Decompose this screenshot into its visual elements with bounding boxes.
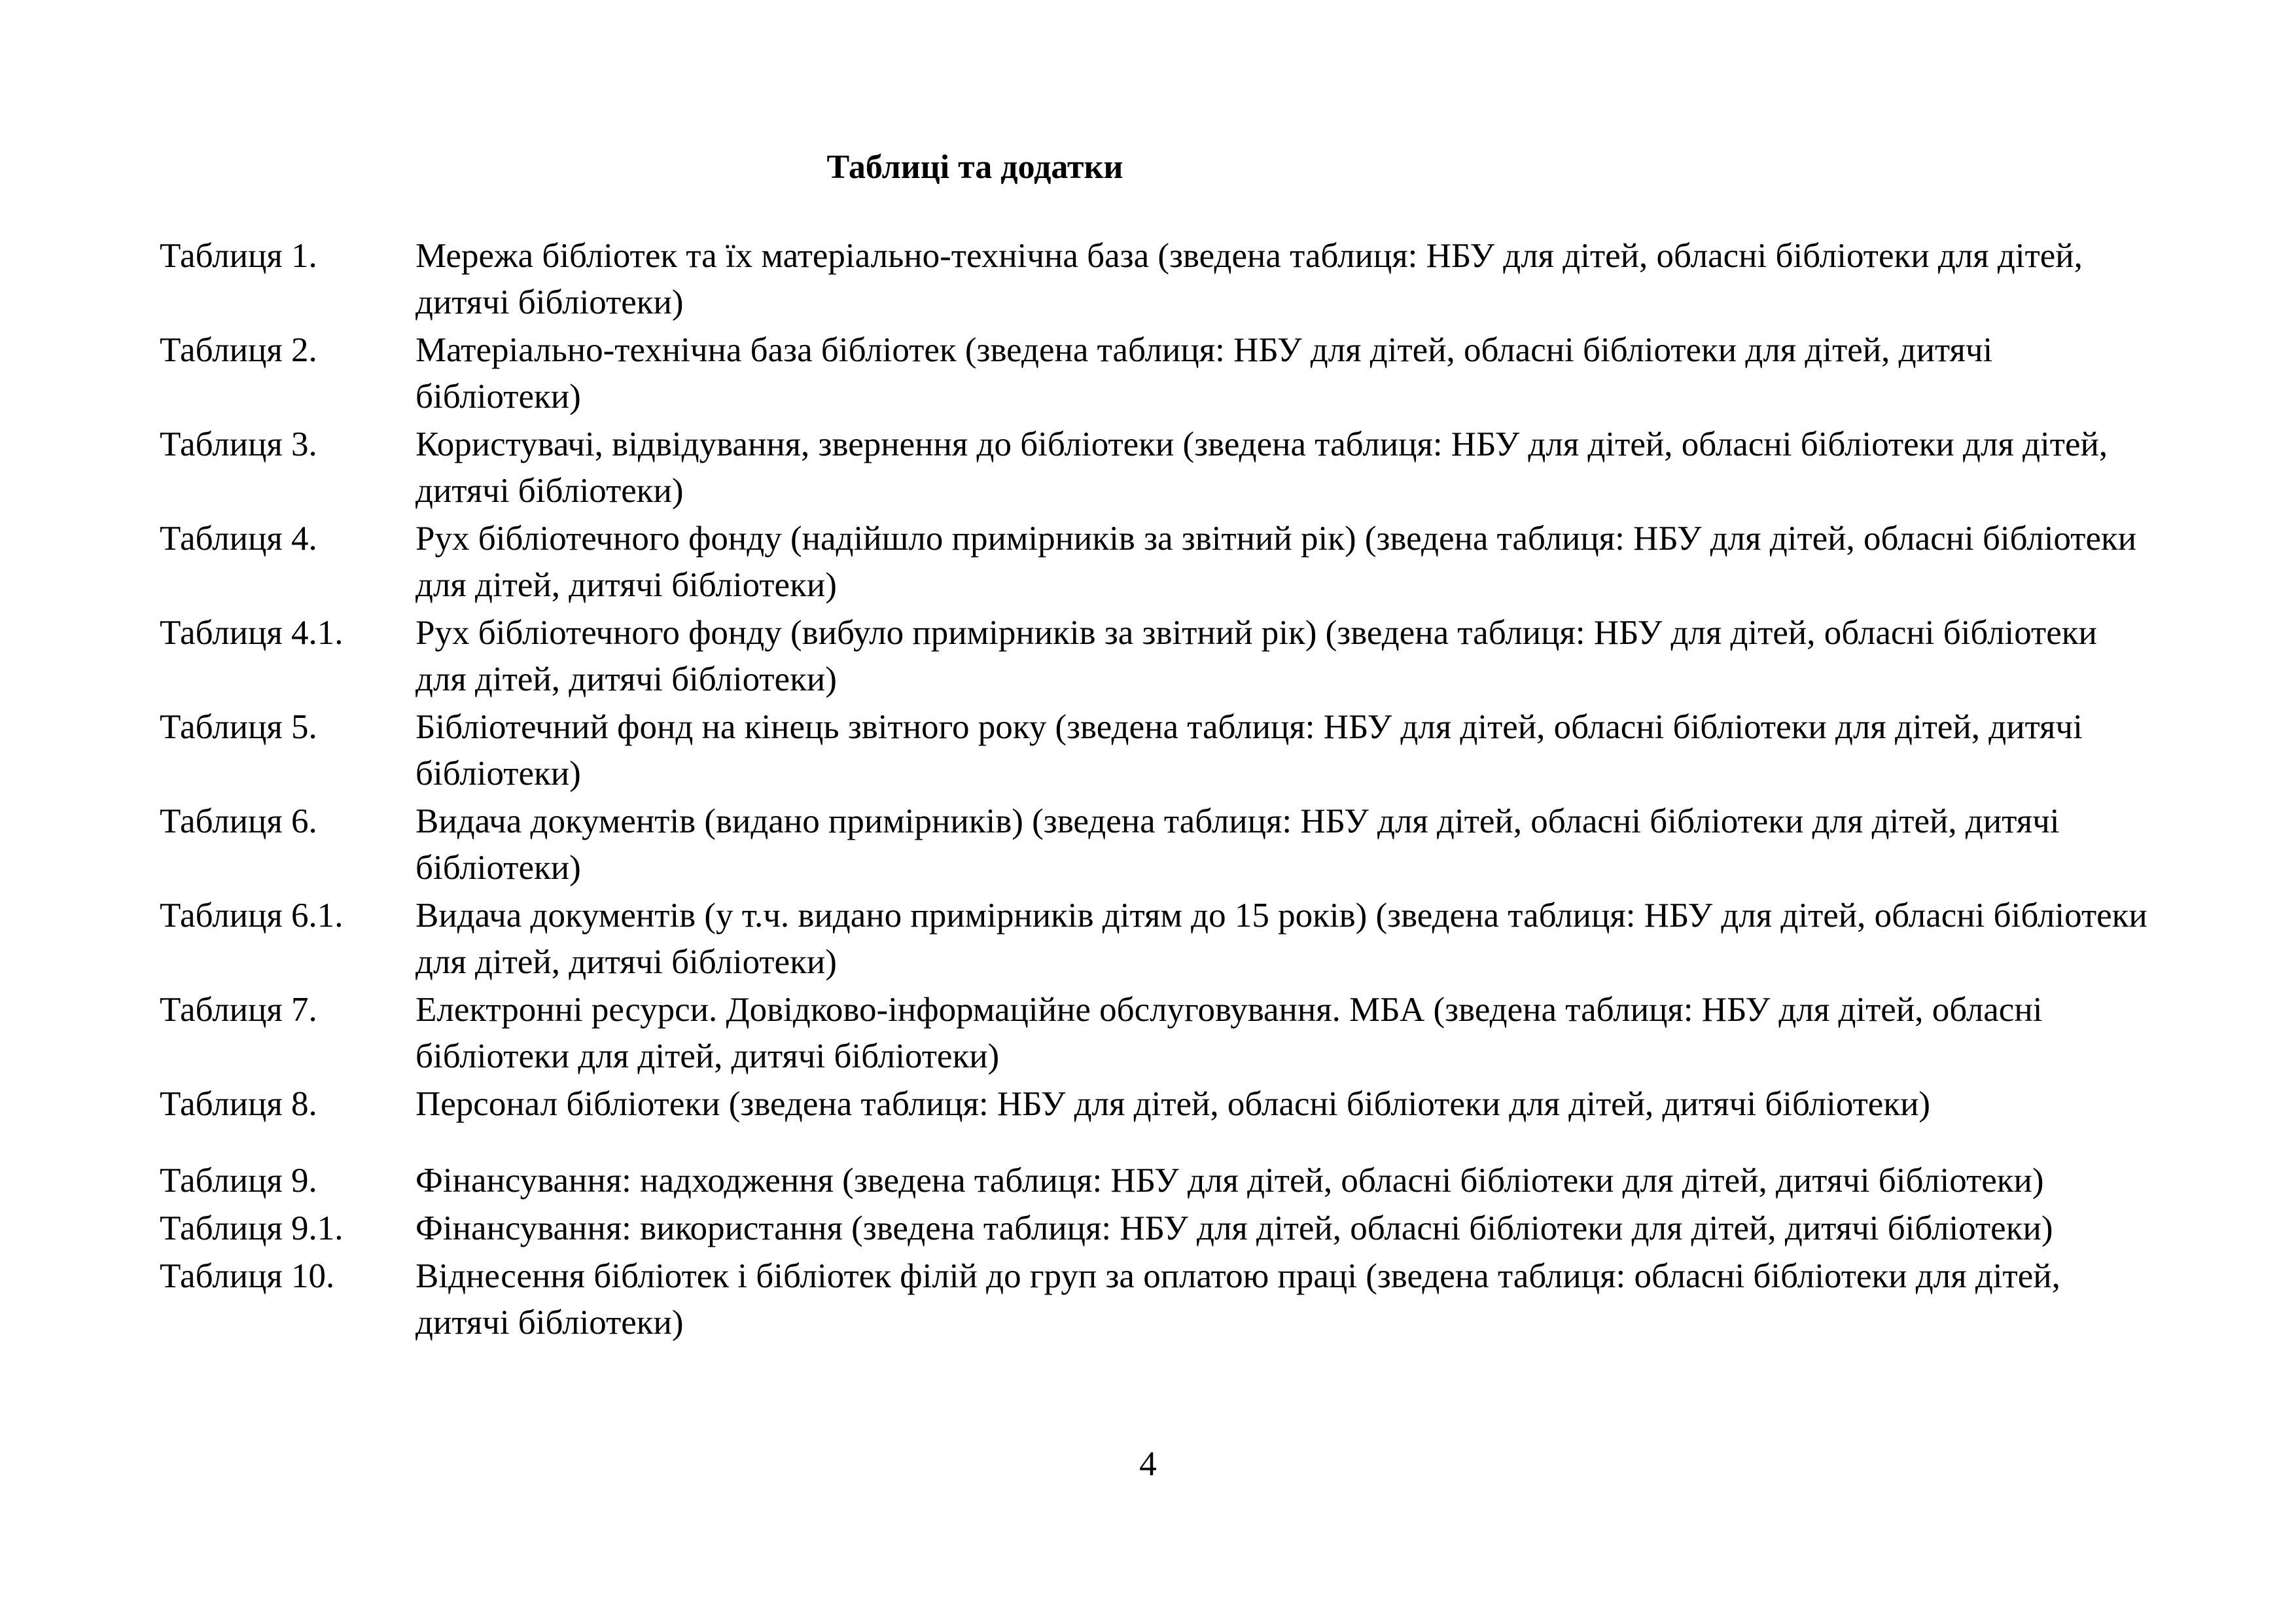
list-item-table-9-1 <box>160 1205 2155 1252</box>
list-item-table-9 <box>160 1158 2155 1204</box>
list-item-table-8 <box>160 1081 2155 1128</box>
list-item-table-1 <box>160 233 2155 326</box>
entry-label: Таблиця 8. <box>160 1085 317 1123</box>
page-number: 4 <box>1139 1445 1157 1483</box>
page-title: Таблиці та додатки <box>826 149 1123 186</box>
entry-label: Таблиця 1. <box>160 237 317 275</box>
entry-description: Користувачі, відвідування, звернення до бібліотеки (зведена таблиця: НБУ для дітей, обласні бібліотеки для дітей, дитячі бібліотеки) <box>415 425 2108 510</box>
entry-label: Таблиця 3. <box>160 425 317 463</box>
entry-description: Видача документів (у т.ч. видано примірників дітям до 15 років) (зведена таблиця: НБУ для дітей, обласні бібліотеки для дітей, дитячі бібліотеки) <box>415 897 2147 981</box>
list-item-table-6 <box>160 798 2155 891</box>
entry-description: Персонал бібліотеки (зведена таблиця: НБУ для дітей, обласні бібліотеки для дітей, дитячі бібліотеки) <box>415 1085 1931 1123</box>
entry-label: Таблиця 9.1. <box>160 1209 344 1247</box>
list-item-table-2 <box>160 327 2155 420</box>
entry-label: Таблиця 5. <box>160 708 317 746</box>
list-item-table-6-1 <box>160 893 2155 986</box>
entry-label: Таблиця 6.1. <box>160 897 344 935</box>
entry-description: Електронні ресурси. Довідково-інформаційне обслуговування. МБА (зведена таблиця: НБУ для дітей, обласні бібліотеки для дітей, дитячі бібліотеки) <box>415 991 2043 1075</box>
list-item-table-3 <box>160 421 2155 514</box>
entry-description: Рух бібліотечного фонду (надійшло примірників за звітний рік) (зведена таблиця: НБУ для дітей, обласні бібліотеки для дітей, дитячі бібліотеки) <box>415 520 2137 604</box>
list-item-table-4-1 <box>160 610 2155 703</box>
entry-description: Фінансування: надходження (зведена таблиця: НБУ для дітей, обласні бібліотеки для дітей, дитячі бібліотеки) <box>415 1162 2044 1200</box>
entry-description: Матеріально-технічна база бібліотек (зведена таблиця: НБУ для дітей, обласні бібліотеки для дітей, дитячі бібліотеки) <box>415 331 1993 416</box>
tables-list <box>160 233 2155 1347</box>
entry-label: Таблиця 7. <box>160 991 317 1029</box>
entry-label: Таблиця 4.1. <box>160 614 344 652</box>
list-item-table-10 <box>160 1253 2155 1346</box>
entry-label: Таблиця 2. <box>160 331 317 369</box>
entry-label: Таблиця 10. <box>160 1257 335 1295</box>
entry-description: Рух бібліотечного фонду (вибуло примірників за звітний рік) (зведена таблиця: НБУ для дітей, обласні бібліотеки для дітей, дитячі бібліотеки) <box>415 614 2097 698</box>
entry-description: Бібліотечний фонд на кінець звітного року (зведена таблиця: НБУ для дітей, обласні бібліотеки для дітей, дитячі бібліотеки) <box>415 708 2083 793</box>
entry-description: Видача документів (видано примірників) (зведена таблиця: НБУ для дітей, обласні бібліотеки для дітей, дитячі бібліотеки) <box>415 802 2060 887</box>
entry-label: Таблиця 9. <box>160 1162 317 1200</box>
entry-description: Мережа бібліотек та їх матеріально-технічна база (зведена таблиця: НБУ для дітей, обласні бібліотеки для дітей, дитячі бібліотеки) <box>415 237 2083 321</box>
list-item-table-7 <box>160 987 2155 1080</box>
list-item-table-4 <box>160 516 2155 609</box>
entry-label: Таблиця 6. <box>160 802 317 840</box>
list-item-table-5 <box>160 704 2155 797</box>
entry-label: Таблиця 4. <box>160 520 317 558</box>
entry-description: Фінансування: використання (зведена таблиця: НБУ для дітей, обласні бібліотеки для дітей, дитячі бібліотеки) <box>415 1209 2053 1247</box>
entry-description: Віднесення бібліотек і бібліотек філій до груп за оплатою праці (зведена таблиця: обласні бібліотеки для дітей, дитячі бібліотеки) <box>415 1257 2060 1342</box>
